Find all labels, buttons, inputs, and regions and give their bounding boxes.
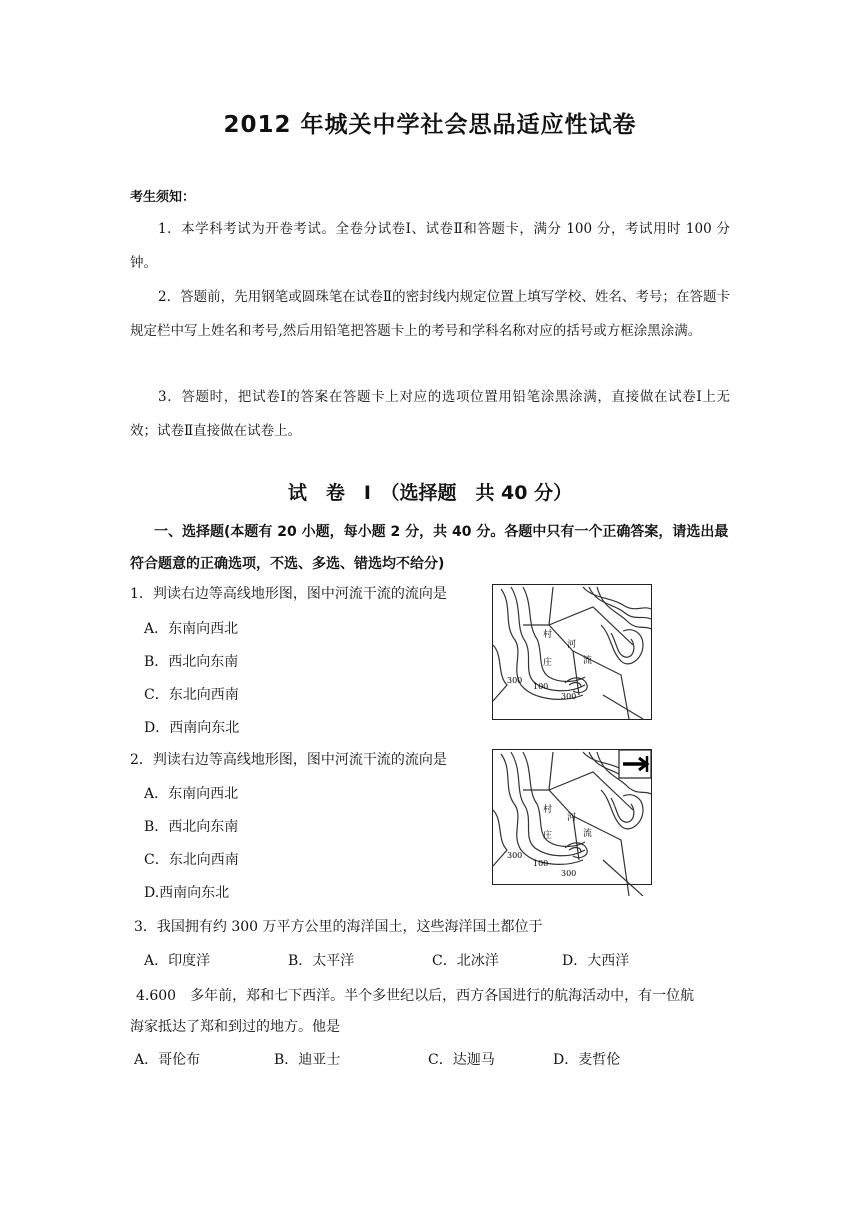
question-4-option-b[interactable]: B．迪亚士 bbox=[274, 1052, 341, 1068]
question-2-option-d[interactable]: D.西南向东北 bbox=[144, 885, 230, 901]
question-1-stem: 1．判读右边等高线地形图，图中河流干流的流向是 bbox=[130, 586, 447, 602]
notice-item-2-text: 2．答题前，先用钢笔或圆珠笔在试卷Ⅱ的密封线内规定位置上填写学校、姓名、考号；在答题卡规定栏中写上姓名和考号,然后用铅笔把答题卡上的考号和学科名称对应的括号或方框涂黑涂满。 bbox=[130, 289, 730, 339]
notice-heading: 考生须知： bbox=[130, 190, 196, 205]
notice-item-1-text: 1．本学科考试为开卷考试。全卷分试卷Ⅰ、试卷Ⅱ和答题卡，满分 100 分，考试用时 100 分钟。 bbox=[130, 221, 730, 271]
map2-label-river-2: 流 bbox=[583, 829, 593, 839]
notice-item-3 bbox=[130, 380, 730, 448]
question-2-option-c[interactable]: C．东北向西南 bbox=[144, 852, 239, 868]
page-title: 2012 年城关中学社会思品适应性试卷 bbox=[223, 112, 637, 138]
map1-label-contour-300b: 300 bbox=[561, 692, 577, 701]
map1-label-contour-300a: 300 bbox=[507, 676, 523, 685]
question-3-stem: 3．我国拥有约 300 万平方公里的海洋国土，这些海洋国土都位于 bbox=[134, 919, 543, 935]
contour-map-2-graphic bbox=[493, 750, 651, 896]
map2-label-contour-100: 100 bbox=[533, 859, 549, 868]
question-4-option-d[interactable]: D．麦哲伦 bbox=[553, 1052, 621, 1068]
question-3-option-a[interactable]: A．印度洋 bbox=[144, 953, 211, 969]
notice-item-1 bbox=[130, 212, 730, 280]
map2-label-contour-300b: 300 bbox=[561, 869, 577, 878]
question-4-stem-line-1: 4.600 多年前，郑和七下西洋。半个多世纪以后，西方各国进行的航海活动中，有一位航 bbox=[136, 988, 695, 1004]
section-instruction bbox=[130, 516, 730, 580]
map1-label-contour-100: 100 bbox=[533, 682, 549, 691]
question-2-option-a[interactable]: A．东南向西北 bbox=[144, 786, 239, 802]
question-2-stem: 2．判读右边等高线地形图，图中河流干流的流向是 bbox=[130, 752, 447, 768]
map1-label-village-2: 庄 bbox=[543, 658, 553, 668]
question-2-option-b[interactable]: B．西北向东南 bbox=[144, 819, 239, 835]
contour-map-1-graphic bbox=[493, 585, 651, 719]
map2-label-contour-300a: 300 bbox=[507, 851, 523, 860]
question-3-option-d[interactable]: D．大西洋 bbox=[562, 953, 630, 969]
notice-item-3-text: 3．答题时，把试卷Ⅰ的答案在答题卡上对应的选项位置用铅笔涂黑涂满，直接做在试卷Ⅰ上无效；试卷Ⅱ直接做在试卷上。 bbox=[130, 389, 730, 439]
question-3-option-b[interactable]: B．太平洋 bbox=[288, 953, 355, 969]
map2-label-river-1: 河 bbox=[567, 813, 577, 823]
map1-label-river-2: 流 bbox=[583, 656, 593, 666]
question-1-option-d[interactable]: D．西南向东北 bbox=[144, 720, 240, 736]
north-arrow-icon bbox=[619, 750, 651, 778]
question-1-option-b[interactable]: B．西北向东南 bbox=[144, 654, 239, 670]
question-1-option-a[interactable]: A．东南向西北 bbox=[144, 621, 239, 637]
question-1-option-c[interactable]: C．东北向西南 bbox=[144, 687, 239, 703]
question-4-stem-line-2: 海家抵达了郑和到过的地方。他是 bbox=[130, 1019, 340, 1035]
section-instruction-text: 一、选择题(本题有 20 小题，每小题 2 分，共 40 分。各题中只有一个正确答案，请选出最符合题意的正确选项，不选、多选、错选均不给分) bbox=[130, 524, 729, 572]
map1-label-village-1: 村 bbox=[543, 630, 553, 640]
contour-map-1 bbox=[492, 584, 652, 720]
question-4-option-a[interactable]: A．哥伦布 bbox=[134, 1052, 201, 1068]
question-4-option-c[interactable]: C．达迦马 bbox=[428, 1052, 495, 1068]
contour-map-2 bbox=[492, 749, 652, 885]
map2-label-village-1: 村 bbox=[543, 805, 553, 815]
section-title: 试 卷 Ⅰ （选择题 共 40 分） bbox=[287, 482, 573, 504]
notice-item-2 bbox=[130, 280, 730, 348]
question-3-option-c[interactable]: C．北冰洋 bbox=[432, 953, 499, 969]
map2-label-village-2: 庄 bbox=[543, 831, 553, 841]
map1-label-river-1: 河 bbox=[567, 640, 577, 650]
